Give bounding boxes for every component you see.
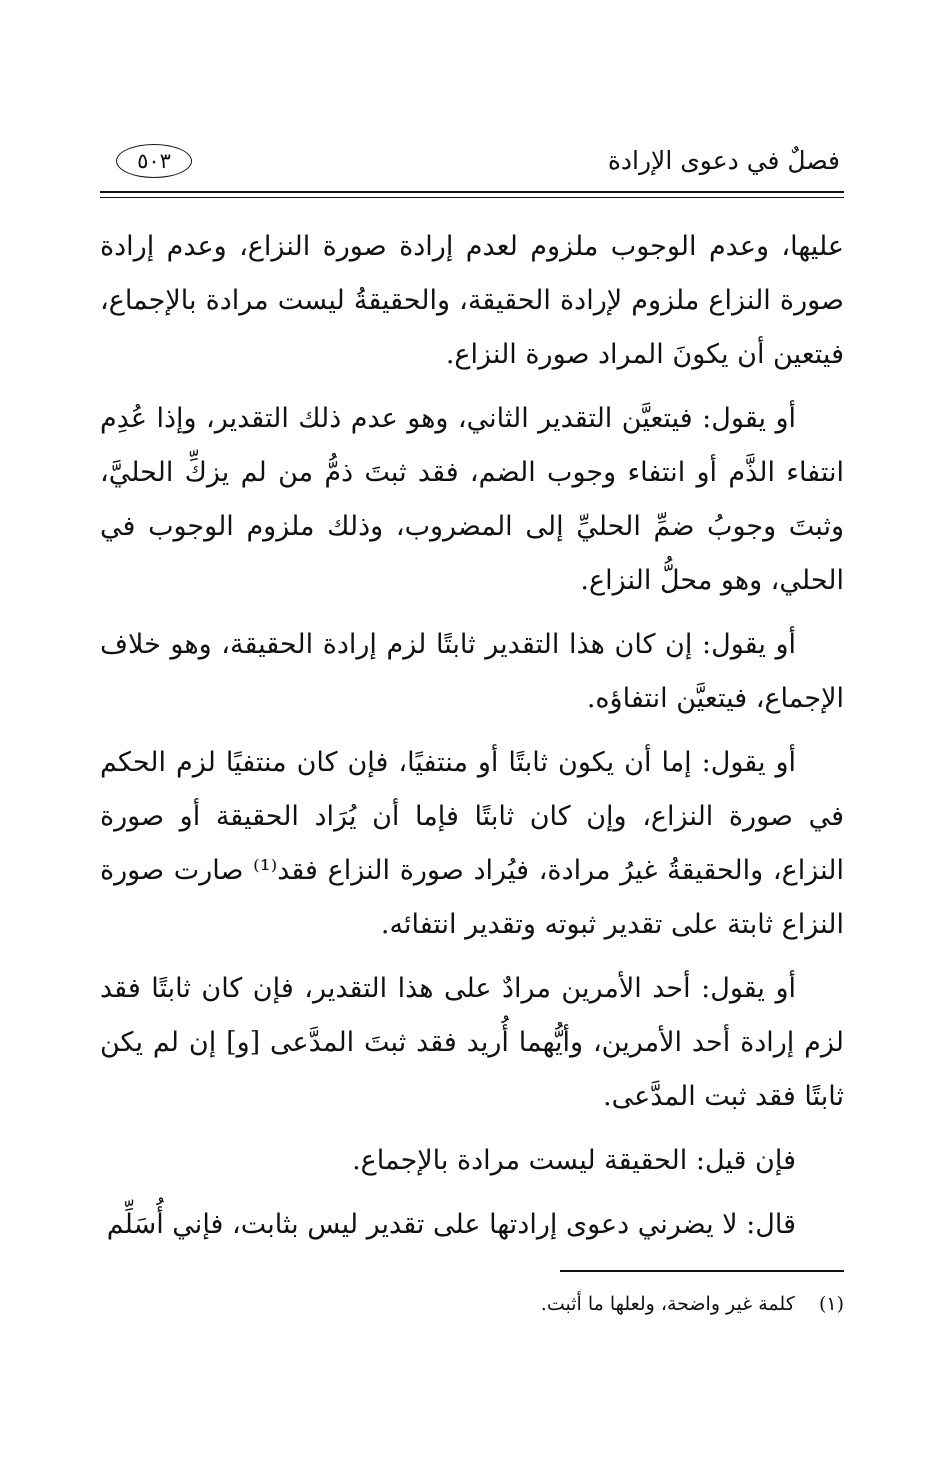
header-rule xyxy=(100,191,844,193)
footnote-marker: (١) xyxy=(818,1293,844,1315)
header-rule-thin xyxy=(100,197,844,198)
paragraph: قال: لا يضرني دعوى إرادتها على تقدير ليس بثابت، فإني أُسَلِّم xyxy=(106,1209,796,1240)
paragraph: أو يقول: أحد الأمرين مرادٌ على هذا التقدير، فإن كان ثابتًا فقد لزم إرادة أحد الأمرين، وأيُّهما أُريد فقد ثبتَ المدَّعى [و] إن لم يكن ثابتًا فقد ثبت المدَّعى. xyxy=(100,973,844,1112)
footnote xyxy=(84,1288,844,1320)
body-text xyxy=(100,220,844,1262)
paragraph: فإن قيل: الحقيقة ليست مرادة بالإجماع. xyxy=(352,1145,796,1176)
page-number: ٥٠٣ xyxy=(116,144,192,178)
paragraph: أو يقول: فيتعيَّن التقدير الثاني، وهو عدم ذلك التقدير، وإذا عُدِم انتفاء الذَّم أو انتفاء وجوب الضم، فقد ثبتَ ذمُّ من لم يزكِّ الحليَّ، وثبتَ وجوبُ ضمِّ الحليِّ إلى المضروب، وذلك ملزوم الوجوب في الحلي، وهو محلُّ النزاع. xyxy=(100,403,844,596)
footnote-text: كلمة غير واضحة، ولعلها ما أثبت. xyxy=(540,1293,795,1315)
paragraph: عليها، وعدم الوجوب ملزوم لعدم إرادة صورة النزاع، وعدم إرادة صورة النزاع ملزوم لإرادة الحقيقة، والحقيقةُ ليست مرادة بالإجماع، فيتعين أن يكونَ المراد صورة النزاع. xyxy=(100,231,844,370)
paragraph: أو يقول: إما أن يكون ثابتًا أو منتفيًا، فإن كان منتفيًا لزم الحكم في صورة النزاع، وإن كان ثابتًا فإما أن يُرَاد الحقيقة أو صورة النزاع، والحقيقةُ غيرُ مرادة، فيُراد صورة النزاع فقد⁽¹⁾ صارت صورة النزاع ثابتة على تقدير ثبوته وتقدير انتفائه. xyxy=(100,747,844,940)
chapter-title: فصلٌ في دعوى الإرادة xyxy=(607,146,840,175)
running-header xyxy=(100,140,844,186)
footnote-separator xyxy=(560,1270,844,1272)
paragraph: أو يقول: إن كان هذا التقدير ثابتًا لزم إرادة الحقيقة، وهو خلاف الإجماع، فيتعيَّن انتفاؤه. xyxy=(100,629,844,714)
